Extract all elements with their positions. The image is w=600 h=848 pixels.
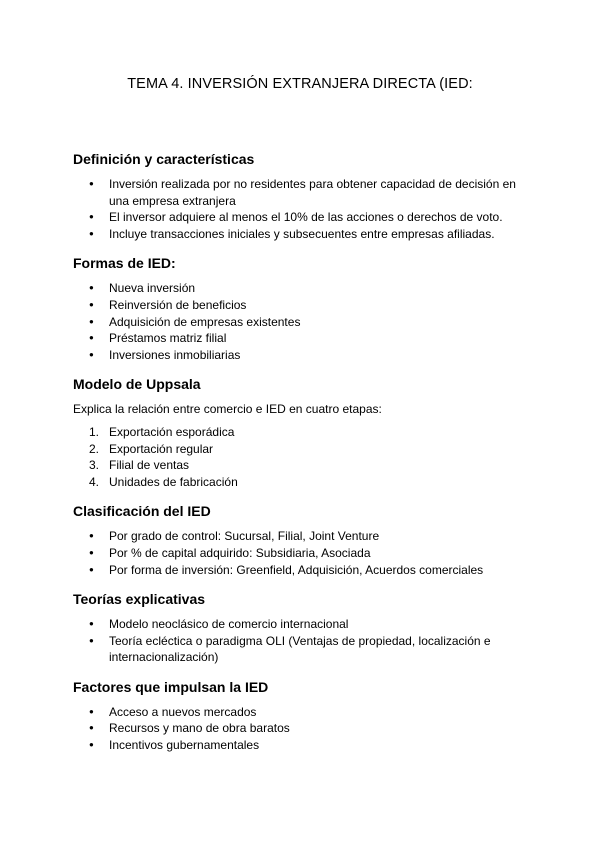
list-item: ● Nueva inversión: [73, 280, 533, 297]
section-formas: [73, 254, 533, 363]
bullet-list: [73, 280, 533, 363]
list-item: ● Acceso a nuevos mercados: [73, 704, 533, 721]
list-item: ● Recursos y mano de obra baratos: [73, 720, 533, 737]
list-number: 2.: [89, 441, 100, 456]
list-item-text: Unidades de fabricación: [109, 474, 238, 489]
section-heading: Teorías explicativas: [73, 591, 206, 608]
bullet-list: [73, 528, 533, 578]
list-item: [73, 424, 533, 441]
section-definicion: [73, 150, 533, 242]
document-title: TEMA 4. INVERSIÓN EXTRANJERA DIRECTA (IED:: [127, 76, 473, 92]
section-heading: Factores que impulsan la IED: [73, 678, 269, 695]
list-item: ● Modelo neoclásico de comercio internacional: [73, 616, 533, 633]
section-factores: [73, 678, 533, 754]
bullet-list: [73, 176, 533, 242]
list-item: [73, 474, 533, 491]
numbered-list: [73, 424, 533, 490]
list-number: 1.: [89, 424, 100, 439]
section-teorias: [73, 590, 533, 666]
list-number: 4.: [89, 474, 100, 489]
section-clasificacion: [73, 502, 533, 578]
list-item: ● Reinversión de beneficios: [73, 297, 533, 314]
section-heading: Modelo de Uppsala: [73, 376, 201, 393]
list-item: ● Adquisición de empresas existentes: [73, 314, 533, 331]
list-item: [73, 457, 533, 474]
list-item-text: Exportación regular: [109, 441, 214, 456]
list-item: ● Por forma de inversión: Greenfield, Adquisición, Acuerdos comerciales: [73, 562, 533, 579]
section-heading: Formas de IED:: [73, 255, 176, 272]
list-item-text: Filial de ventas: [109, 458, 190, 473]
list-number: 3.: [89, 458, 100, 473]
bullet-list: [73, 616, 533, 666]
list-item: ● Préstamos matriz filial: [73, 330, 533, 347]
list-item: [73, 441, 533, 458]
document-body: [73, 150, 533, 766]
list-item: ● Incentivos gubernamentales: [73, 737, 533, 754]
list-item: ● Incluye transacciones iniciales y subsecuentes entre empresas afiliadas.: [73, 226, 533, 243]
section-intro: Explica la relación entre comercio e IED en cuatro etapas:: [73, 402, 382, 417]
section-heading: Definición y características: [73, 151, 255, 167]
list-item: ● Por grado de control: Sucursal, Filial, Joint Venture: [73, 528, 533, 545]
list-item: ● Teoría ecléctica o paradigma OLI (Ventajas de propiedad, localización e internacionalización): [73, 633, 533, 666]
bullet-list: [73, 704, 533, 754]
section-heading: Clasificación del IED: [73, 503, 211, 520]
section-uppsala: [73, 375, 533, 490]
list-item: ● El inversor adquiere al menos el 10% de las acciones o derechos de voto.: [73, 209, 533, 226]
list-item: ● Inversión realizada por no residentes para obtener capacidad de decisión en una empresa extranjera: [73, 176, 533, 209]
list-item: ● Inversiones inmobiliarias: [73, 347, 533, 364]
list-item: ● Por % de capital adquirido: Subsidiaria, Asociada: [73, 545, 533, 562]
list-item-text: Exportación esporádica: [109, 424, 235, 439]
